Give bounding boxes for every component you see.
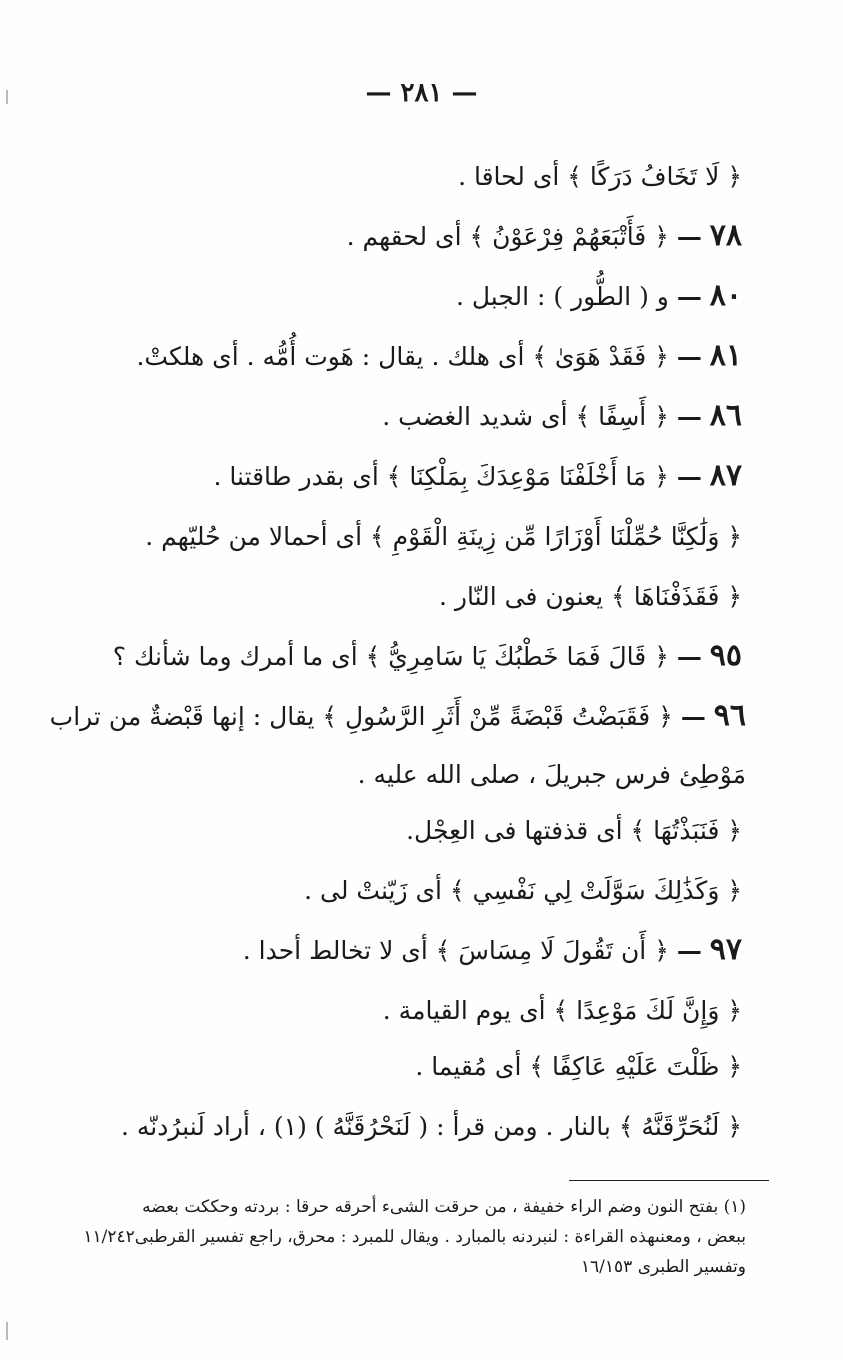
text-line [358,754,746,798]
line-text: ﴿ ظَلْتَ عَلَيْهِ عَاكِفًا ﴾ أى مُقيما . [415,1052,742,1081]
line-text: ﴿ وَكَذَٰلِكَ سَوَّلَتْ لِي نَفْسِي ﴾ أى زَيّنتْ لى . [304,876,742,905]
verse-number: ٨٦ [709,398,742,433]
verse-number: ٩٥ [709,638,742,673]
footnote-line: ببعض ، ومعنىهذه القراءة : لنبردنه بالمبارد . ويقال للمبرد : محرق، راجع تفسير القرطبى١١/٢٤٢ [83,1227,746,1247]
text-line [136,336,742,380]
page-number: — ٢٨١ — [365,78,478,108]
separator-dash: — [676,342,702,371]
line-text: ﴿ مَا أَخْلَفْنَا مَوْعِدَكَ بِمَلْكِنَا ﴾ أى بقدر طاقتنا . [213,462,669,491]
line-text: مَوْطِئ فرس جبريلَ ، صلى الله عليه . [357,760,746,789]
text-line [382,396,742,440]
line-text: ﴿ فَأَتْبَعَهُمْ فِرْعَوْنُ ﴾ أى لحقهم . [346,222,669,251]
text-line [214,456,743,500]
line-text: و ( الطُّور ) : الجبل . [455,282,669,311]
separator-dash: — [676,462,702,491]
line-text: ﴿ لَنُحَرِّقَنَّهُ ﴾ بالنار . ومن قرأ : ( لَنَحْرُقَنَّهُ ) (١) ، أراد لَنبرُدنّه . [120,1112,742,1141]
text-line [406,810,742,854]
text-line [304,870,742,914]
footnote [83,1192,746,1282]
line-text: ﴿ فَقَدْ هَوَىٰ ﴾ أى هلك . يقال : هَوت أُمُّه . أى هلكتْ. [136,342,669,371]
verse-number: ٧٨ [709,218,742,253]
text-line [243,930,742,974]
footnote-line: (١) بفتح النون وضم الراء خفيفة ، من حرقت الشىء أحرقه حرقا : بردته وحككت بعضه [142,1197,746,1217]
separator-dash: — [676,642,702,671]
text-line [145,516,742,560]
separator-dash: — [680,702,706,731]
text-line [113,636,742,680]
text-line [439,576,742,620]
text-line [456,276,742,320]
footnote-line: وتفسير الطبرى ١٦/١٥٣ [580,1257,746,1277]
separator-dash: — [676,936,702,965]
line-text: ﴿ أَن تَقُولَ لَا مِسَاسَ ﴾ أى لا تخالط أحدا . [242,936,669,965]
line-text: ﴿ وَإِنَّ لَكَ مَوْعِدًا ﴾ أى يوم القيامة . [382,996,742,1025]
verse-number: ٨١ [709,338,742,373]
text-line [415,1046,742,1090]
verse-number: ٩٦ [713,698,746,733]
separator-dash: — [676,222,702,251]
verse-number: ٨٠ [709,278,742,313]
margin-mark [6,1322,8,1340]
text-line [383,990,742,1034]
text-line [458,156,742,200]
line-text: ﴿ قَالَ فَمَا خَطْبُكَ يَا سَامِرِيُّ ﴾ أى ما أمرك وما شأنك ؟ [112,642,669,671]
separator-dash: — [676,282,702,311]
text-line [121,1106,742,1150]
line-text: ﴿ فَقَبَضْتُ قَبْضَةً مِّنْ أَثَرِ الرَّسُولِ ﴾ يقال : إنها قَبْضةٌ من تراب [49,702,673,731]
line-text: ﴿ أَسِفًا ﴾ أى شديد الغضب . [382,402,669,431]
text-line [347,216,742,260]
separator-dash: — [676,402,702,431]
line-text: ﴿ فَنَبَذْتُهَا ﴾ أى قذفتها فى العِجْل. [406,816,742,845]
line-text: ﴿ فَقَذَفْنَاهَا ﴾ يعنون فى النّار . [439,582,742,611]
text-line [50,696,746,740]
footnote-divider [569,1180,769,1181]
line-text: ﴿ لَا تَخَافُ دَرَكًا ﴾ أى لحاقا . [458,162,742,191]
verse-number: ٩٧ [709,932,742,967]
line-text: ﴿ وَلَٰكِنَّا حُمِّلْنَا أَوْزَارًا مِّن زِينَةِ الْقَوْمِ ﴾ أى أحمالا من حُليّهم . [145,522,742,551]
verse-number: ٨٧ [709,458,742,493]
